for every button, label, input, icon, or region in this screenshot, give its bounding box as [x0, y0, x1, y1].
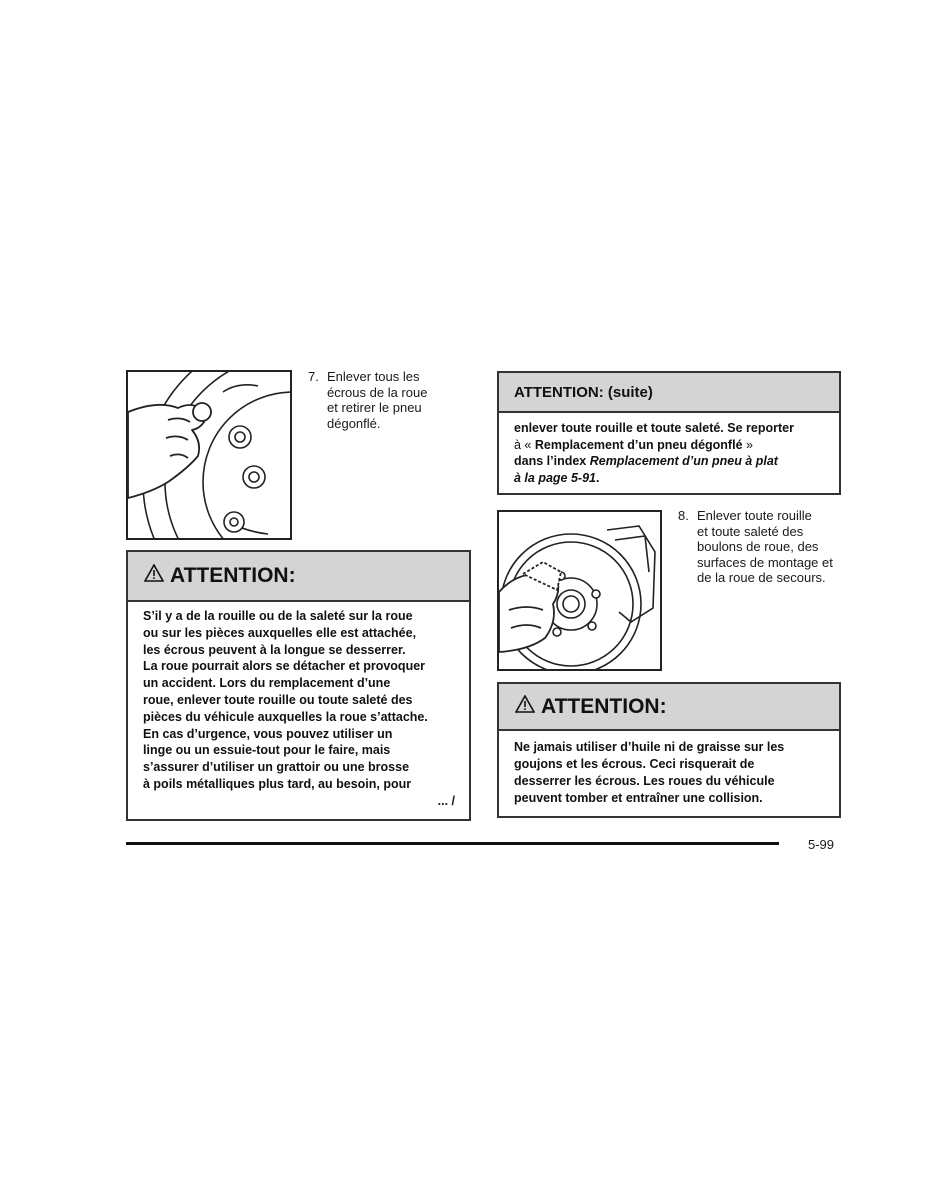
step-8-text — [697, 508, 833, 586]
page-number: 5-99 — [808, 837, 835, 852]
step-7 — [308, 369, 458, 433]
step-7-text — [327, 369, 427, 431]
attention-line: à poils métalliques plus tard, au besoin, pour — [143, 776, 412, 791]
step-7-line: et retirer le pneu — [327, 400, 422, 415]
quote-close: » — [742, 437, 753, 452]
step-8 — [678, 508, 853, 588]
index-reference: Remplacement d’un pneu à plat — [589, 454, 778, 468]
attention-lubricant-line: Ne jamais utiliser d’huile ni de graisse sur les — [514, 740, 785, 754]
step-8-line: Enlever toute rouille — [697, 508, 812, 523]
step-7-line: écrous de la roue — [327, 384, 428, 400]
step-7-number: 7. — [308, 369, 319, 384]
attention-continued-line — [514, 453, 794, 470]
hub-cleaning-drawing — [499, 512, 660, 669]
attention-lubricant-box — [497, 682, 841, 818]
step-8-number: 8. — [678, 508, 689, 523]
attention-continued-title: ATTENTION: (suite) — [514, 383, 653, 401]
attention-line: ou sur les pièces auxquelles elle est attachée, — [143, 625, 417, 640]
wheel-nut-removal-illustration — [126, 370, 292, 540]
attention-line: linge ou un essuie-tout pour le faire, mais — [143, 743, 391, 758]
warning-triangle-icon — [144, 564, 164, 588]
wheel-nut-removal-drawing — [128, 372, 290, 538]
attention-lubricant-line: desserrer les écrous. Les roues du véhicule — [514, 774, 775, 788]
reference-title: Remplacement d’un pneu dégonflé — [534, 437, 743, 452]
attention-continued-line: enlever toute rouille et toute saleté. Se reporter — [514, 421, 794, 435]
attention-header — [128, 552, 469, 602]
step-7-line: Enlever tous les — [327, 369, 420, 384]
continued-marker: ... / — [437, 794, 455, 808]
attention-lubricant-header — [499, 684, 839, 731]
attention-title: ATTENTION: — [170, 564, 296, 587]
page-reference: à la page 5-91 — [514, 470, 596, 485]
quote-open: à « — [514, 437, 535, 452]
attention-lubricant-body — [514, 739, 784, 807]
step-8-line: de la roue de secours. — [697, 570, 826, 585]
attention-line: roue, enlever toute rouille ou toute saleté des — [143, 692, 413, 707]
attention-lubricant-line: goujons et les écrous. Ceci risquerait de — [514, 757, 755, 771]
attention-lubricant-title: ATTENTION: — [541, 694, 667, 718]
hub-cleaning-illustration — [497, 510, 662, 671]
attention-line: La roue pourrait alors se détacher et provoquer — [143, 659, 426, 674]
attention-continued-line — [514, 470, 794, 487]
attention-body — [143, 608, 428, 793]
attention-line: S’il y a de la rouille ou de la saleté sur la roue — [143, 609, 413, 623]
footer-rule — [126, 842, 779, 845]
attention-continued-header — [499, 373, 839, 413]
attention-line: pièces du véhicule auxquelles la roue s’attache. — [143, 709, 428, 724]
period: . — [596, 470, 600, 485]
attention-line: les écrous peuvent à la longue se desserrer. — [143, 642, 406, 657]
attention-continued-body — [514, 420, 794, 486]
step-7-line: dégonflé. — [327, 415, 381, 431]
attention-lubricant-line: peuvent tomber et entraîner une collision. — [514, 791, 763, 805]
step-8-line: et toute saleté des — [697, 523, 804, 539]
attention-line: En cas d’urgence, vous pouvez utiliser un — [143, 726, 393, 741]
attention-warning-box — [126, 550, 471, 821]
step-8-line: surfaces de montage et — [697, 554, 833, 570]
attention-line: s’assurer d’utiliser un grattoir ou une brosse — [143, 760, 410, 775]
attention-continued-line — [514, 437, 794, 454]
attention-continued-box — [497, 371, 841, 495]
index-prefix: dans l’index — [514, 454, 590, 468]
step-8-line: boulons de roue, des — [697, 539, 819, 554]
warning-triangle-icon — [515, 695, 535, 719]
attention-line: un accident. Lors du remplacement d’une — [143, 676, 391, 691]
